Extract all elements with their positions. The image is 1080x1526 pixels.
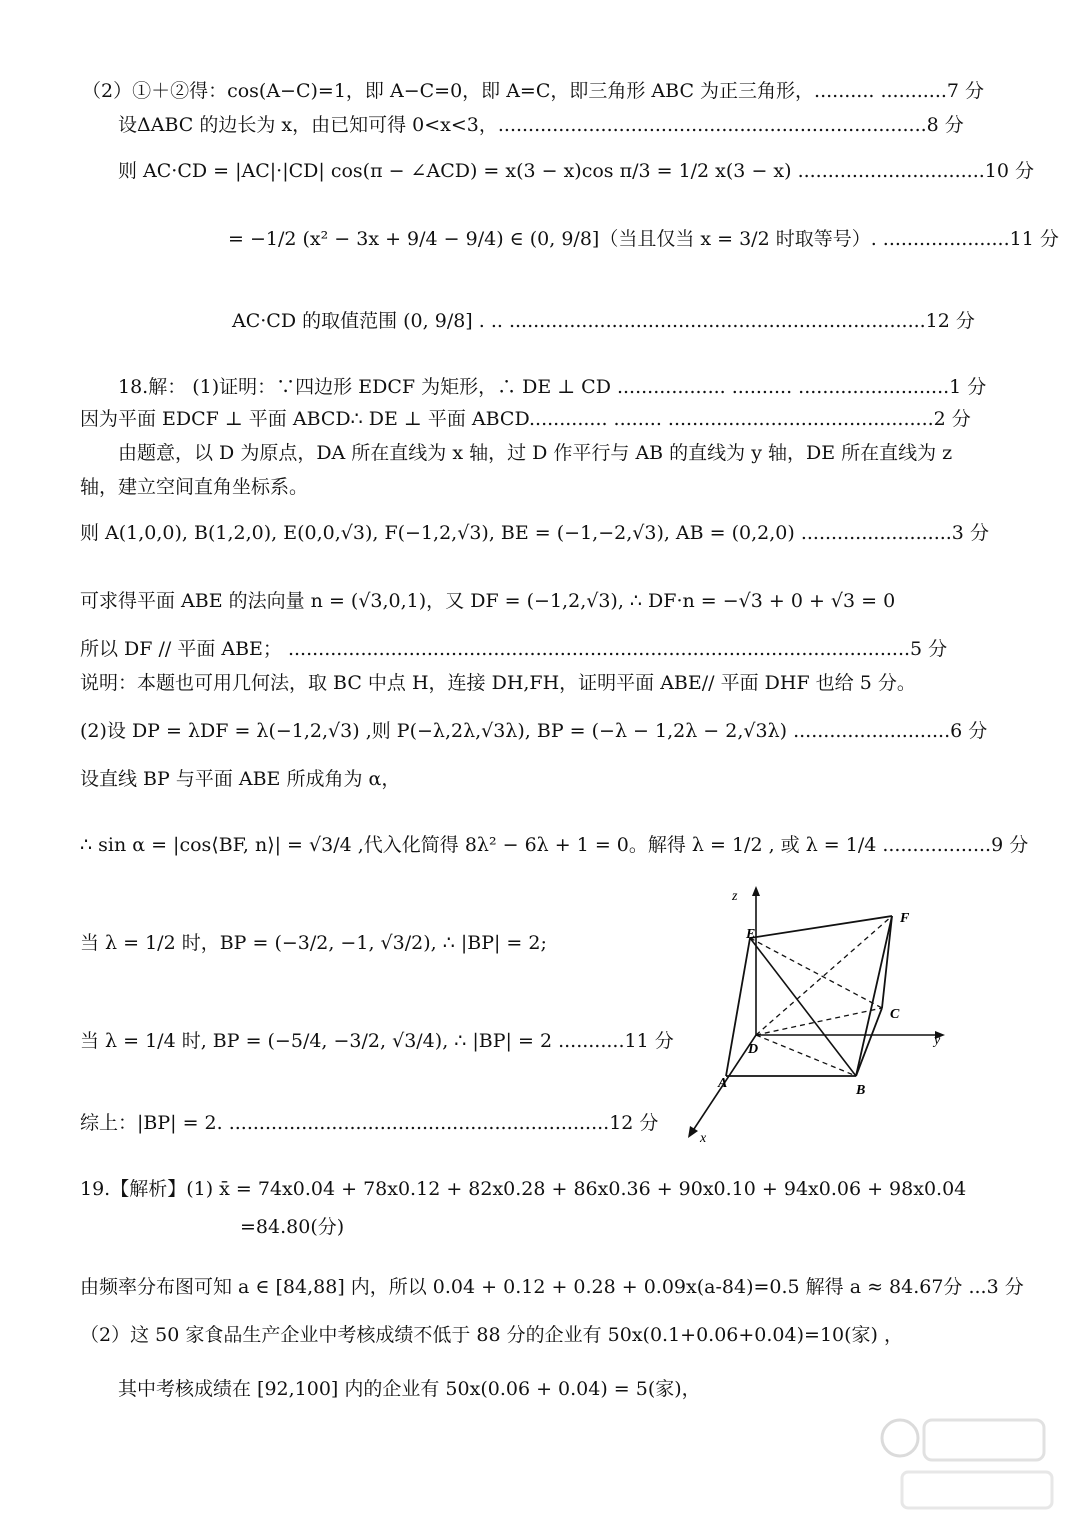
label-A: A xyxy=(718,1076,728,1091)
label-D: D xyxy=(748,1042,759,1057)
line-13: 说明：本题也可用几何法，取 BC 中点 H，连接 DH,FH，证明平面 ABE// 平面 DHF 也给 5 分。 xyxy=(80,672,916,694)
line-9: 轴，建立空间直角坐标系。 xyxy=(80,476,309,498)
edge-EF xyxy=(750,916,892,938)
line-18: 当 λ = 1/4 时, BP = (−5/4, −3/2, √3/4), ∴ |BP| = 2 ...........11 分 xyxy=(80,1030,674,1052)
label-z: z xyxy=(732,889,738,904)
edge-EC xyxy=(750,938,882,1008)
line-20: 19.【解析】(1) x̄ = 74x0.04 + 78x0.12 + 82x0.28 + 86x0.36 + 90x0.10 + 94x0.06 + 98x0.04 xyxy=(80,1178,967,1200)
line-15: 设直线 BP 与平面 ABE 所成角为 α， xyxy=(80,768,401,790)
line-2: 设ΔABC 的边长为 x，由已知可得 0<x<3，.......................................................................8 分 xyxy=(118,114,964,136)
line-23: （2）这 50 家食品生产企业中考核成绩不低于 88 分的企业有 50x(0.1+0.06+0.04)=10(家) ， xyxy=(80,1324,903,1346)
line-22: 由频率分布图可知 a ∈ [84,88] 内，所以 0.04 + 0.12 + 0.28 + 0.09x(a-84)=0.5 解得 a ≈ 84.67分 ...3 分 xyxy=(80,1276,1024,1298)
label-E: E xyxy=(746,927,756,942)
line-8: 由题意，以 D 为原点，DA 所在直线为 x 轴，过 D 作平行与 AB 的直线为 y 轴，DE 所在直线为 z xyxy=(118,442,953,464)
edge-DC xyxy=(756,1008,882,1035)
x-arrow xyxy=(688,1126,698,1138)
line-24: 其中考核成绩在 [92,100] 内的企业有 50x(0.06 + 0.04) = 5(家)， xyxy=(118,1378,701,1400)
line-16: ∴ sin α = |cos⟨BF, n⟩| = √3/4 ,代入化简得 8λ² − 6λ + 1 = 0。解得 λ = 1/2 , 或 λ = 1/4 ..................9 分 xyxy=(80,834,1029,856)
label-B: B xyxy=(856,1083,866,1098)
line-19: 综上：|BP| = 2. ...............................................................12 分 xyxy=(80,1112,659,1134)
line-14: (2)设 DP = λDF = λ(−1,2,√3) ,则 P(−λ,2λ,√3λ), BP = (−λ − 1,2λ − 2,√3λ) ..........................6 分 xyxy=(80,720,988,742)
line-17: 当 λ = 1/2 时，BP = (−3/2, −1, √3/2), ∴ |BP| = 2; xyxy=(80,932,547,954)
geometry-figure xyxy=(670,880,960,1150)
label-y: y xyxy=(934,1033,941,1048)
label-C: C xyxy=(890,1007,900,1022)
line-11: 可求得平面 ABE 的法向量 n = (√3,0,1)，又 DF = (−1,2,√3), ∴ DF·n = −√3 + 0 + √3 = 0 xyxy=(80,590,896,612)
line-12: 所以 DF // 平面 ABE； .......................................................................................................5 分 xyxy=(80,638,948,660)
edge-EA xyxy=(726,938,750,1076)
edge-BF xyxy=(856,916,892,1076)
line-5: AC·CD 的取值范围 (0, 9/8] . .. .....................................................................12 分 xyxy=(232,310,975,332)
line-10: 则 A(1,0,0), B(1,2,0), E(0,0,√3), F(−1,2,√3), BE = (−1,−2,√3), AB = (0,2,0) .........................3 分 xyxy=(80,522,989,544)
label-x: x xyxy=(700,1131,707,1146)
watermark-logo xyxy=(862,1408,1062,1518)
line-6: 18.解： (1)证明：∵四边形 EDCF 为矩形，∴ DE ⊥ CD .................. .......... .........................1 分 xyxy=(118,376,987,398)
line-3: 则 AC·CD = |AC|·|CD| cos(π − ∠ACD) = x(3 − x)cos π/3 = 1/2 x(3 − x) ...............................10 分 xyxy=(118,160,1035,182)
z-arrow xyxy=(752,886,760,896)
line-7: 因为平面 EDCF ⊥ 平面 ABCD∴ DE ⊥ 平面 ABCD............. ........ ............................................2 分 xyxy=(80,408,971,430)
line-21: =84.80(分) xyxy=(240,1216,345,1238)
edge-CF xyxy=(882,916,892,1008)
label-F: F xyxy=(900,911,910,926)
line-1: （2）①＋②得：cos(A−C)=1，即 A−C=0，即 A=C，即三角形 ABC 为正三角形，.......... ...........7 分 xyxy=(82,80,985,102)
edge-EB xyxy=(750,938,856,1076)
line-4: = −1/2 (x² − 3x + 9/4 − 9/4) ∈ (0, 9/8]（当且仅当 x = 3/2 时取等号）. .....................11 分 xyxy=(228,228,1059,250)
